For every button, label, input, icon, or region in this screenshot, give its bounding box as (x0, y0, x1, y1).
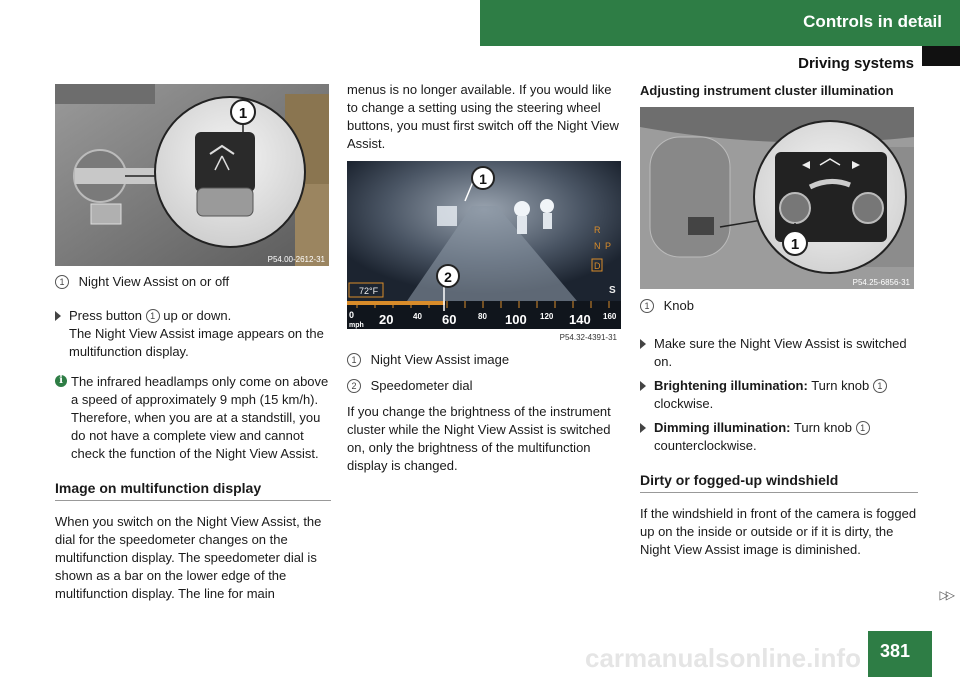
step-text: Press button (69, 308, 142, 323)
gear-r: R (594, 225, 601, 235)
info-note (55, 373, 331, 463)
mph-label: mph (349, 322, 364, 329)
callout-1-marker: 1 (640, 299, 654, 313)
step-text: Make sure the Night View Assist is switched on. (654, 336, 907, 369)
column-3 (640, 297, 918, 567)
section-header-bar (480, 0, 960, 46)
speed-tick: 60 (442, 312, 457, 327)
arrow-icon (640, 423, 646, 433)
caption-text: Night View Assist image (370, 352, 510, 367)
night-view-button-photo (55, 84, 329, 266)
instruction-step (640, 377, 918, 413)
callout-1-marker: 1 (790, 236, 800, 253)
header-tab-marker (922, 46, 960, 66)
body-paragraph: If you change the brightness of the instrument cluster while the Night View Assist is switched on, only the brightness of the multifunction display is changed. (347, 404, 611, 473)
column-3-heading (640, 82, 920, 100)
callout-1-marker: 1 (479, 171, 487, 187)
temperature: 72°F (359, 286, 379, 296)
step-text: Turn knob (793, 420, 852, 435)
speed-tick: 100 (505, 312, 527, 327)
gear-d: D (594, 261, 601, 271)
instruction-step (640, 335, 918, 371)
callout-2-marker: 2 (444, 269, 452, 285)
step-label: Dimming illumination: (654, 420, 791, 435)
arrow-icon (640, 381, 646, 391)
callout-1-marker: 1 (856, 421, 870, 435)
step-label: Brightening illumination: (654, 378, 808, 393)
page-number: 381 (880, 641, 911, 661)
info-icon: i (55, 375, 67, 387)
step-text-rest: counterclockwise. (654, 438, 757, 453)
caption-text: Knob (663, 298, 694, 313)
speed-tick: 40 (413, 312, 422, 321)
speed-tick: 140 (569, 312, 591, 327)
speed-tick: 160 (603, 312, 617, 321)
caption-1 (347, 351, 627, 369)
section-title: Controls in detail (803, 12, 942, 31)
info-text: The infrared headlamps only come on above a speed of approximately 9 mph (15 km/h). Therefore, when you are at a standstill, you do not have a complete view and cannot check the function of the Night View Assist. (71, 374, 329, 461)
night-view-display-photo (347, 161, 621, 343)
arrow-icon (55, 311, 61, 321)
subsection-title: Driving systems (798, 55, 914, 72)
instruction-step (55, 307, 331, 361)
instrument-knob-photo (640, 107, 914, 289)
callout-1-marker: 1 (873, 379, 887, 393)
arrow-icon (640, 339, 646, 349)
callout-2-marker: 2 (347, 379, 361, 393)
body-paragraph: If the windshield in front of the camera is fogged up on the inside or outside or if it is dirty, the Night View Assist image is diminished. (640, 506, 917, 557)
callout-1-marker: 1 (238, 105, 248, 122)
callout-1-marker: 1 (146, 309, 160, 323)
instruction-step (640, 419, 918, 455)
column-2-bottom (347, 351, 627, 483)
callout-1-marker: 1 (347, 353, 361, 367)
caption-2 (347, 377, 627, 395)
step-text-rest: up or down. (163, 308, 232, 323)
column-1 (55, 273, 331, 611)
speed-tick: 120 (540, 312, 554, 321)
gear-p: P (605, 241, 612, 251)
caption-1 (640, 297, 918, 315)
section-heading: Adjusting instrument cluster illumination (640, 83, 894, 98)
caption-text: Speedometer dial (370, 378, 473, 393)
gear-n: N (594, 241, 601, 251)
speed-tick: 80 (478, 312, 487, 321)
section-heading: Dirty or fogged-up windshield (640, 471, 918, 493)
page-number-box (868, 631, 932, 677)
callout-1-marker: 1 (55, 275, 69, 289)
section-heading: Image on multifunction display (55, 479, 331, 501)
continue-marker: ▷▷ (939, 588, 952, 602)
caption-1 (55, 273, 331, 291)
photo-code: P54.00-2612-31 (267, 255, 325, 264)
step-text: Turn knob (811, 378, 870, 393)
step-result: The Night View Assist image appears on the multifunction display. (69, 326, 324, 359)
s-label: S (609, 285, 616, 296)
photo-code: P54.25-6856-31 (852, 278, 910, 287)
speed-tick: 20 (379, 312, 394, 327)
watermark: carmanualsonline.info (585, 643, 861, 673)
speed-tick: 0 (349, 310, 355, 320)
photo-code: P54.32-4391-31 (559, 333, 617, 342)
caption-text: Night View Assist on or off (78, 274, 230, 289)
body-paragraph: menus is no longer available. If you would like to change a setting using the steering wheel buttons, you must first switch off the Night View Assist. (347, 82, 619, 151)
body-paragraph: When you switch on the Night View Assist, the dial for the speedometer changes on the multifunction display. The speedometer dial is shown as a bar on the lower edge of the multifunction display. The line for main (55, 514, 322, 601)
step-text-rest: clockwise. (654, 396, 714, 411)
column-2-top (347, 81, 625, 161)
